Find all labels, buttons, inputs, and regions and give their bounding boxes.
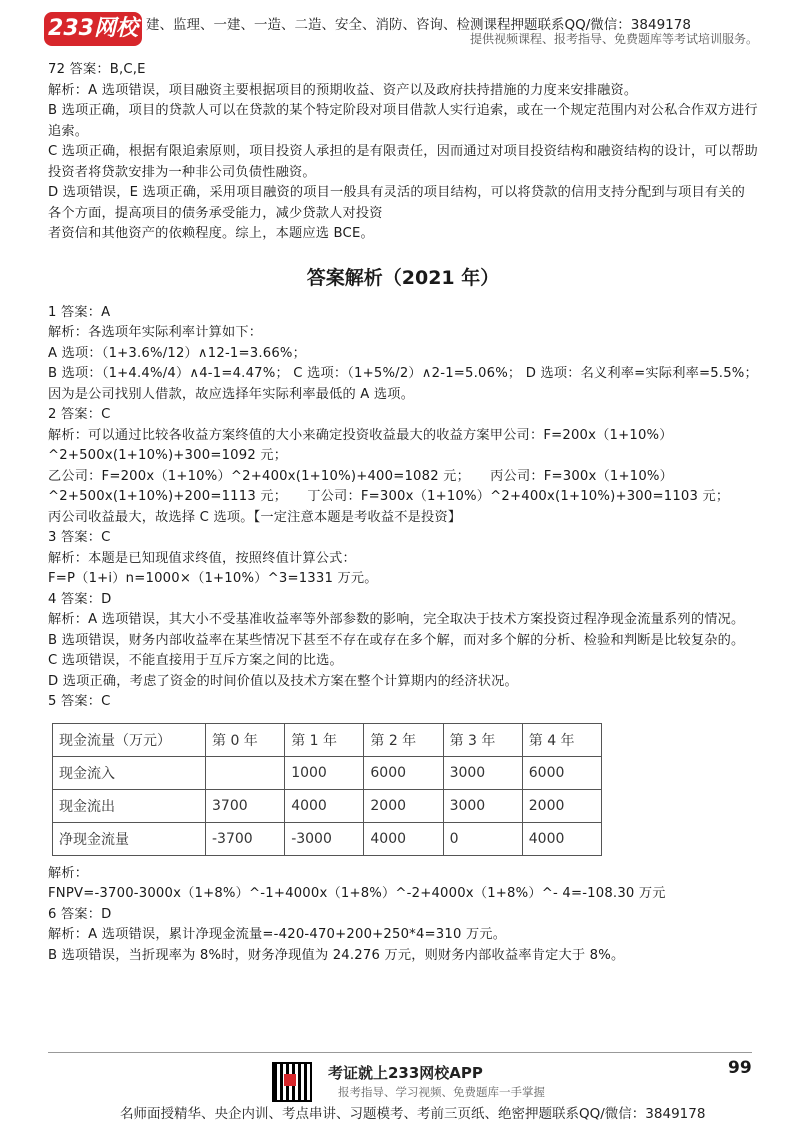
q72-analysis-c: C 选项正确，根据有限追索原则，项目投资人承担的是有限责任，因而通过对项目投资结构和融资结构的设计，可以帮助投资者将贷款安排为一种非公司负债性融资。: [48, 144, 758, 180]
header-contact-line: 建、监理、一建、一造、二造、安全、消防、咨询、检测课程押题联系QQ/微信：3849178: [146, 17, 691, 33]
q1-analysis: 解析：各选项年实际利率计算如下：: [48, 325, 263, 340]
table-header-cell: 第 2 年: [364, 723, 443, 756]
q3-formula: F=P（1+i）n=1000×（1+10%）^3=1331 万元。: [48, 571, 378, 586]
q2-analysis: 解析：可以通过比较各收益方案终值的大小来确定投资收益最大的收益方案甲公司：F=200x（1+10%）^2+500x(1+10%)+300=1092 元；: [48, 427, 673, 463]
header-service-line: 提供视频课程、报考指导、免费题库等考试培训服务。: [470, 32, 759, 46]
q72-answer: 72 答案：B,C,E: [48, 62, 146, 77]
table-cell: -3700: [206, 822, 285, 855]
qr-code-icon: [272, 1062, 312, 1102]
table-header-row: [53, 723, 602, 756]
table-cell: 0: [443, 822, 522, 855]
q4-option-a: 解析：A 选项错误，其大小不受基准收益率等外部参数的影响，完全取决于技术方案投资过程净现金流量系列的情况。: [48, 612, 745, 627]
footer-contact: 名师面授精华、央企内训、考点串讲、习题模考、考前三页纸、绝密押题联系QQ/微信：3849178: [120, 1106, 706, 1122]
document-body: [48, 60, 758, 966]
q72-analysis-de: D 选项错误，E 选项正确，采用项目融资的项目一般具有灵活的项目结构，可以将贷款的信用支持分配到与项目有关的各个方面，提高项目的债务承受能力，减少贷款人对投资: [48, 185, 746, 221]
brand-logo: 233网校: [44, 12, 142, 46]
table-header-cell: 第 1 年: [285, 723, 364, 756]
q72-analysis-a: 解析：A 选项错误，项目融资主要根据项目的预期收益、资产以及政府扶持措施的力度来安排融资。: [48, 82, 638, 98]
table-row: [53, 822, 602, 855]
table-cell: 净现金流量: [53, 822, 206, 855]
q4-option-c: C 选项错误，不能直接用于互斥方案之间的比选。: [48, 653, 343, 668]
q5-fnpv-formula: FNPV=-3700-3000x（1+8%）^-1+4000x（1+8%）^-2+4000x（1+8%）^- 4=-108.30 万元: [48, 886, 666, 901]
q2-conclusion: 丙公司收益最大，故选择 C 选项。【一定注意本题是考收益不是投资】: [48, 509, 462, 525]
footer-divider: [48, 1052, 752, 1053]
q5-analysis-label: 解析：: [48, 865, 89, 881]
q3-answer: 3 答案：C: [48, 530, 111, 545]
table-cell: 2000: [522, 789, 601, 822]
footer-app-title: 考证就上233网校APP: [328, 1064, 483, 1082]
table-cell: -3000: [285, 822, 364, 855]
page-header: [0, 0, 800, 56]
table-cell: 4000: [364, 822, 443, 855]
page-footer: [0, 1040, 800, 1132]
q5-answer: 5 答案：C: [48, 694, 111, 709]
q6-answer: 6 答案：D: [48, 906, 112, 922]
table-header-cell: 第 4 年: [522, 723, 601, 756]
footer-app-subtitle: 报考指导、学习视频、免费题库一手掌握: [338, 1085, 545, 1099]
q3-analysis: 解析：本题是已知现值求终值，按照终值计算公式：: [48, 550, 356, 566]
q72-analysis-b: B 选项正确，项目的贷款人可以在贷款的某个特定阶段对项目借款人实行追索，或在一个规定范围内对公私合作双方进行追索。: [48, 103, 758, 139]
q2-answer: 2 答案：C: [48, 407, 111, 422]
table-cell: 1000: [285, 756, 364, 789]
table-header-cell: 现金流量（万元）: [53, 723, 206, 756]
table-cell: 现金流入: [53, 756, 206, 789]
cashflow-table: [52, 723, 602, 856]
q1-conclusion: 因为是公司找别人借款，故应选择年实际利率最低的 A 选项。: [48, 386, 415, 402]
q1-answer: 1 答案：A: [48, 304, 111, 320]
q4-option-b: B 选项错误，财务内部收益率在某些情况下甚至不存在或存在多个解，而对多个解的分析、检验和判断是比较复杂的。: [48, 632, 745, 648]
q2-companies: 乙公司：F=200x（1+10%）^2+400x(1+10%)+400=1082 元； 丙公司：F=300x（1+10%）^2+500x(1+10%)+200=1113 元； 丁公司：F=300x（1+10%）^2+400x(1+10%)+300=1103 元；: [48, 468, 730, 504]
q72-conclusion: 者资信和其他资产的依赖程度。综上，本题应选 BCE。: [48, 226, 374, 241]
table-row: [53, 789, 602, 822]
table-cell: 6000: [364, 756, 443, 789]
table-cell: 3700: [206, 789, 285, 822]
table-cell: 2000: [364, 789, 443, 822]
q4-option-d: D 选项正确，考虑了资金的时间价值以及技术方案在整个计算期内的经济状况。: [48, 673, 518, 689]
q4-answer: 4 答案：D: [48, 591, 112, 607]
section-title: 答案解析（2021 年）: [306, 266, 500, 289]
table-cell: 6000: [522, 756, 601, 789]
table-header-cell: 第 0 年: [206, 723, 285, 756]
table-row: [53, 756, 602, 789]
page-number: 99: [728, 1058, 752, 1078]
table-cell: 4000: [522, 822, 601, 855]
q6-option-a: 解析：A 选项错误，累计净现金流量=-420-470+200+250*4=310 万元。: [48, 927, 507, 942]
table-cell: 4000: [285, 789, 364, 822]
q1-option-a: A 选项：（1+3.6%/12）∧12-1=3.66%；: [48, 345, 307, 361]
table-cell: 3000: [443, 789, 522, 822]
table-cell: [206, 756, 285, 789]
q6-option-b: B 选项错误，当折现率为 8%时，财务净现值为 24.276 万元，则财务内部收益率肯定大于 8%。: [48, 947, 625, 963]
table-cell: 现金流出: [53, 789, 206, 822]
table-cell: 3000: [443, 756, 522, 789]
q1-options-bcd: B 选项：（1+4.4%/4）∧4-1=4.47%； C 选项：（1+5%/2）∧2-1=5.06%； D 选项：名义利率=实际利率=5.5%；: [48, 366, 758, 381]
table-header-cell: 第 3 年: [443, 723, 522, 756]
